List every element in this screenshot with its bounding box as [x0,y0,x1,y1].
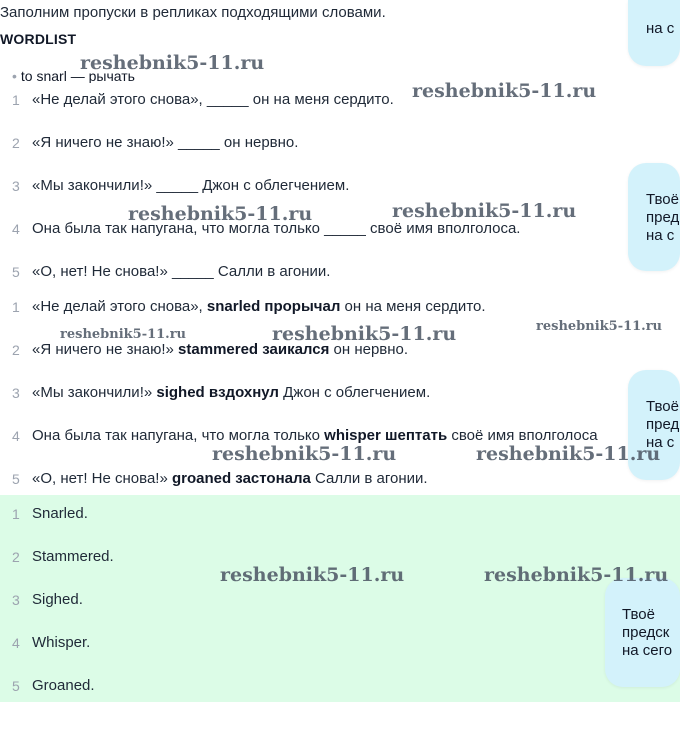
row-number: 1 [12,92,20,108]
bullet-icon: • [12,68,17,83]
answer-text: Sighed. [32,591,83,608]
promo-text: на с [646,434,675,451]
row-number: 3 [12,385,20,401]
row-text: «Я ничего не знаю!» stammered заикался он нервно. [32,341,409,358]
answer-highlight: stammered заикался [178,341,330,358]
row-number: 3 [12,178,20,194]
promo-text: Твоё [646,191,679,208]
row-text: «Не делай этого снова», _____ он на меня сердито. [32,91,394,108]
answer-row [0,633,640,653]
watermark: reshebnik5-11.ru [80,52,265,74]
promo-text: предск [622,624,670,641]
row-number: 5 [12,264,20,280]
watermark: reshebnik5-11.ru [128,203,313,225]
answer-highlight: snarled прорычал [206,298,341,315]
wordlist-title: WORDLIST [0,31,77,47]
row-text: «Мы закончили!» _____ Джон с облегчением. [32,177,350,194]
answer-text: Stammered. [32,548,114,565]
watermark: reshebnik5-11.ru [536,319,663,334]
answer-highlight: groaned застонала [171,470,311,487]
task-instruction: Заполним пропуски в репликах подходящими словами. [0,4,386,21]
row-text: «Мы закончили!» sighed вздохнул Джон с облегчением. [32,384,431,401]
row-text: «О, нет! Не снова!» groaned застонала Салли в агонии. [32,470,428,487]
row-number: 4 [12,428,20,444]
row-number: 1 [12,299,20,315]
filled-row [0,297,640,317]
promo-text: Твоё [646,398,679,415]
watermark: reshebnik5-11.ru [212,443,397,465]
promo-bubble[interactable] [628,163,680,271]
wordlist-item-text: to snarl — рычать [20,68,135,83]
row-number: 2 [12,549,20,565]
row-text: Она была так напугана, что могла только _____ своё имя вполголоса. [32,220,521,237]
exercise-row [0,133,640,153]
row-text: «Я ничего не знаю!» _____ он нервно. [32,134,299,151]
promo-bubble[interactable] [628,0,680,66]
promo-text: пред [646,416,680,433]
promo-bubble[interactable] [605,578,680,687]
promo-text: на сего [622,642,673,659]
exercise-row [0,219,640,239]
row-number: 3 [12,592,20,608]
filled-row [0,383,640,403]
row-number: 5 [12,678,20,694]
answer-row [0,590,640,610]
row-text: «Не делай этого снова», snarled прорычал он на меня сердито. [32,298,486,315]
row-number: 5 [12,471,20,487]
answer-text: Whisper. [32,634,91,651]
watermark: reshebnik5-11.ru [392,200,577,222]
row-number: 2 [12,342,20,358]
row-text: «О, нет! Не снова!» _____ Салли в агонии. [32,263,331,280]
row-text: Она была так напугана, что могла только whisper шептать своё имя вполголоса [32,427,598,444]
row-number: 4 [12,635,20,651]
watermark: reshebnik5-11.ru [476,443,661,465]
promo-text: Твоё [622,606,655,623]
promo-text: пред [646,209,680,226]
watermark: reshebnik5-11.ru [60,327,187,342]
answer-highlight: whisper шептать [324,427,448,444]
watermark: reshebnik5-11.ru [484,564,669,586]
answer-row [0,504,640,524]
promo-text: на с [646,227,675,244]
exercise-row [0,176,640,196]
watermark: reshebnik5-11.ru [220,564,405,586]
answer-highlight: sighed вздохнул [156,384,279,401]
watermark: reshebnik5-11.ru [272,323,457,345]
row-number: 4 [12,221,20,237]
answer-row [0,676,640,696]
watermark: reshebnik5-11.ru [412,80,597,102]
filled-row [0,469,640,489]
promo-text: на с [646,20,675,37]
answer-text: Groaned. [32,677,95,694]
row-number: 1 [12,506,20,522]
answer-text: Snarled. [32,505,88,522]
row-number: 2 [12,135,20,151]
exercise-row [0,262,640,282]
